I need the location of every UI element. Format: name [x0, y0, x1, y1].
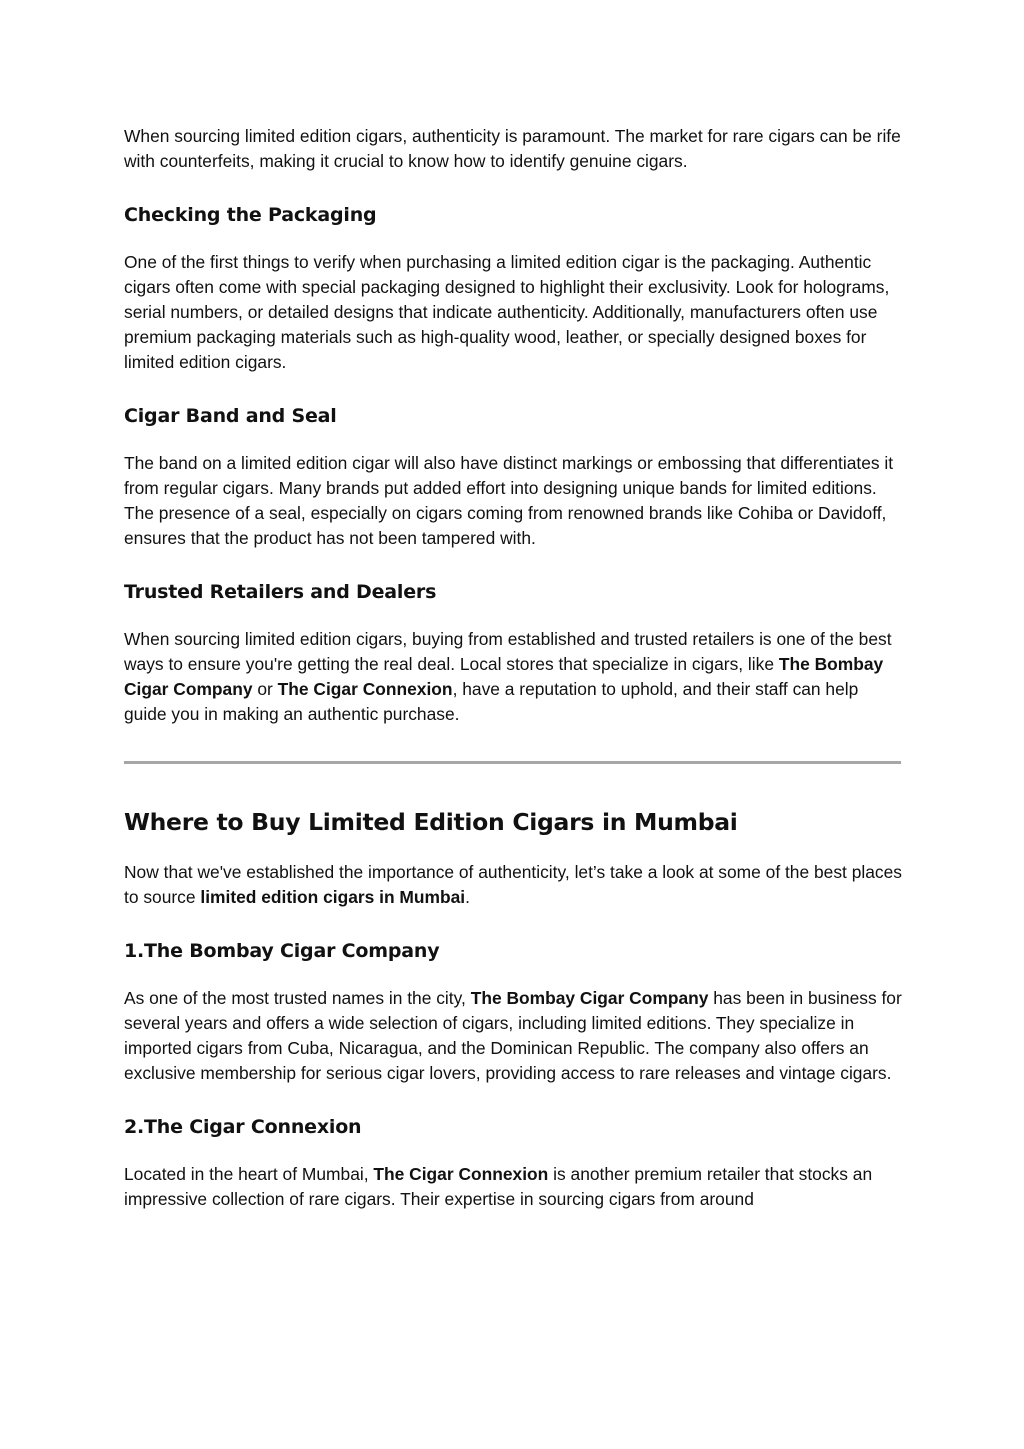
bombay-bold-name: The Bombay Cigar Company [470, 988, 709, 1008]
bombay-text-2: has been in business for several years and offers a wide selection of cigars, including limited editions. They specialize in imported cigars from Cuba, Nicaragua, and the Dominican Republic. The company also offers an exclusive membership for serious cigar lovers, providing access to rare releases and vintage cigars. [124, 988, 902, 1083]
document-page [124, 124, 904, 1212]
retailers-text-1: When sourcing limited edition cigars, buying from established and trusted retailers is one of the best ways to ensure you're getting the real deal. Local stores that specialize in cigars, like [124, 629, 892, 674]
connexion-paragraph [124, 1162, 904, 1212]
connexion-bold-name: The Cigar Connexion [373, 1164, 549, 1184]
retailers-paragraph [124, 627, 904, 727]
band-heading: Cigar Band and Seal [124, 405, 337, 427]
bombay-heading: 1.The Bombay Cigar Company [124, 940, 440, 962]
packaging-heading: Checking the Packaging [124, 204, 377, 226]
band-paragraph: The band on a limited edition cigar will also have distinct markings or embossing that differentiates it from regular cigars. Many brands put added effort into designing unique bands for limited editions. The presence of a seal, especially on cigars coming from renowned brands like Cohiba or Davidoff, ensures that the product has not been tampered with. [124, 453, 894, 548]
where-bold-phrase: limited edition cigars in Mumbai [200, 887, 466, 907]
where-heading: Where to Buy Limited Edition Cigars in Mumbai [124, 808, 738, 836]
intro-paragraph: When sourcing limited edition cigars, authenticity is paramount. The market for rare cigars can be rife with counterfeits, making it crucial to know how to identify genuine cigars. [124, 126, 901, 171]
retailers-text-3: , have a reputation to uphold, and their staff can help guide you in making an authentic purchase. [124, 679, 859, 724]
bombay-paragraph [124, 986, 904, 1086]
connexion-heading: 2.The Cigar Connexion [124, 1116, 362, 1138]
retailers-connexion-name: The Cigar Connexion [277, 679, 453, 699]
bombay-text-1: As one of the most trusted names in the city, [124, 988, 471, 1008]
packaging-paragraph: One of the first things to verify when purchasing a limited edition cigar is the packaging. Authentic cigars often come with special packaging designed to highlight their exclusivity. Look for holograms, serial numbers, or detailed designs that indicate authenticity. Additionally, manufacturers often use premium packaging materials such as high-quality wood, leather, or specially designed boxes for limited edition cigars. [124, 252, 890, 372]
where-text-2: . [465, 887, 470, 907]
where-text-1: Now that we've established the importance of authenticity, let’s take a look at some of the best places to source [124, 862, 902, 907]
retailers-text-2: or [252, 679, 278, 699]
where-paragraph [124, 860, 904, 910]
connexion-text-1: Located in the heart of Mumbai, [124, 1164, 374, 1184]
section-divider [124, 761, 901, 764]
retailers-bombay-name: The Bombay Cigar Company [124, 654, 884, 699]
connexion-text-2: is another premium retailer that stocks an impressive collection of rare cigars. Their expertise in sourcing cigars from around [124, 1164, 873, 1209]
retailers-heading: Trusted Retailers and Dealers [124, 581, 437, 603]
